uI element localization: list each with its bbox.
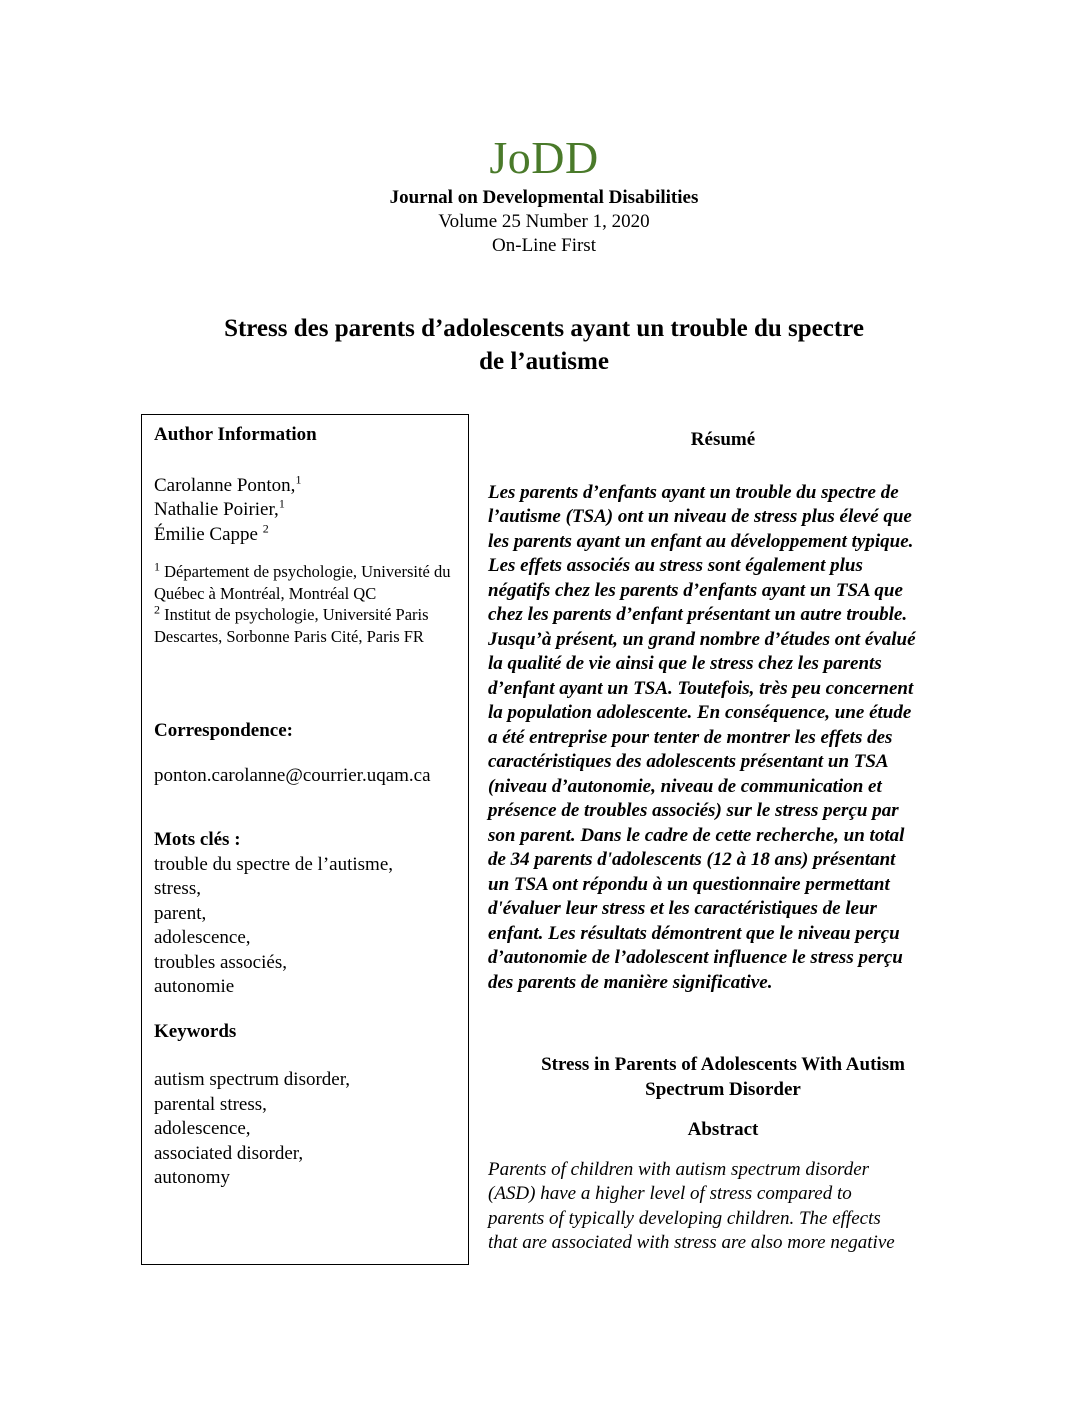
resume-line: d’autonomie de l’adolescent influence le stress perçu <box>488 947 903 968</box>
abstract-line: that are associated with stress are also more negative <box>488 1232 895 1253</box>
resume-line: enfant. Les résultats démontrent que le niveau perçu <box>488 922 900 944</box>
resume-line: (niveau d’autonomie, niveau de communication et <box>488 775 882 797</box>
resume-line: négatifs chez les parents d’enfants ayant un TSA que <box>488 579 903 601</box>
resume-line: a été entreprise pour tenter de montrer les effets des <box>488 726 893 748</box>
mot-cle: trouble du spectre de l’autisme, <box>154 853 394 875</box>
keyword: associated disorder, <box>154 1142 304 1164</box>
keywords-list <box>154 1068 456 1191</box>
mot-cle: stress, <box>154 878 201 899</box>
article-title-line: Stress des parents d’adolescents ayant un trouble du spectre <box>224 315 864 342</box>
resume-line: l’autisme (TSA) ont un niveau de stress plus élevé que <box>488 506 912 527</box>
english-title <box>488 1053 958 1102</box>
affiliation-list <box>154 561 456 647</box>
resume-line: d'évaluer leur stress et les caractéristiques de leur <box>488 898 877 919</box>
english-title-line: Spectrum Disorder <box>645 1078 801 1100</box>
resume-line: Les parents d’enfants ayant un trouble du spectre de <box>488 481 899 503</box>
abstract-line: parents of typically developing children. The effects <box>488 1207 881 1229</box>
article-title <box>150 312 938 378</box>
journal-logo: JoDD <box>489 132 599 183</box>
english-title-line: Stress in Parents of Adolescents With Autism <box>541 1054 905 1075</box>
mot-cle: troubles associés, <box>154 951 287 973</box>
resume-line: caractéristiques des adolescents présentant un TSA <box>488 751 889 772</box>
resume-line: d’enfant ayant un TSA. Toutefois, très peu concernent <box>488 677 914 699</box>
resume-line: chez les parents d’enfant présentant un autre trouble. <box>488 604 908 625</box>
article-title-line: de l’autisme <box>479 348 609 375</box>
affiliation: $^2$ Institut de psychologie, Université Paris Descartes, Sorbonne Paris Cité, Paris FR <box>154 602 429 646</box>
resume-text <box>488 481 958 996</box>
mot-cle: autonomie <box>154 976 235 997</box>
mots-cles-list <box>154 853 456 1000</box>
mot-cle: parent, <box>154 902 207 924</box>
keyword: autonomy <box>154 1167 230 1188</box>
correspondence-heading: Correspondence: <box>154 720 293 741</box>
keyword: adolescence, <box>154 1118 251 1139</box>
correspondence-email: ponton.carolanne@courrier.uqam.ca <box>154 764 431 786</box>
resume-line: son parent. Dans le cadre de cette recherche, un total <box>488 824 905 846</box>
resume-heading: Résumé <box>690 429 756 450</box>
author-info-box <box>141 414 469 1265</box>
resume-line: des parents de manière significative. <box>488 971 773 993</box>
keywords-heading: Keywords <box>154 1020 237 1042</box>
affiliation: $^1$ Département de psychologie, Université du Québec à Montréal, Montréal QC <box>154 559 451 603</box>
issue-info: Volume 25 Number 1, 2020 <box>438 211 650 232</box>
resume-line: la population adolescente. En conséquence, une étude <box>488 702 912 723</box>
resume-line: un TSA ont répondu à un questionnaire permettant <box>488 873 890 895</box>
journal-name: Journal on Developmental Disabilities <box>389 187 699 208</box>
author-name: Carolanne Ponton,$^1$ <box>154 472 302 496</box>
author-name: Émilie Cappe $^2$ <box>154 521 269 545</box>
author-name: Nathalie Poirier,$^1$ <box>154 496 285 520</box>
online-first-label: On-Line First <box>492 235 596 256</box>
mot-cle: adolescence, <box>154 927 251 948</box>
abstract-line: Parents of children with autism spectrum disorder <box>488 1158 870 1180</box>
resume-line: présence de troubles associés) sur le stress perçu par <box>488 800 899 821</box>
abstract-heading: Abstract <box>687 1119 759 1140</box>
author-info-heading: Author Information <box>154 424 317 445</box>
keyword: autism spectrum disorder, <box>154 1069 351 1090</box>
journal-header <box>0 132 1088 258</box>
abstract-line: (ASD) have a higher level of stress compared to <box>488 1183 852 1204</box>
keyword: parental stress, <box>154 1093 267 1115</box>
resume-line: Les effets associés au stress sont également plus <box>488 555 863 576</box>
main-column <box>488 428 958 1256</box>
author-list <box>154 474 456 548</box>
mots-cles-heading: Mots clés : <box>154 829 241 850</box>
resume-line: les parents ayant un enfant au développement typique. <box>488 530 914 552</box>
resume-line: la qualité de vie ainsi que le stress chez les parents <box>488 653 882 674</box>
resume-line: de 34 parents d'adolescents (12 à 18 ans) présentant <box>488 849 896 870</box>
resume-line: Jusqu’à présent, un grand nombre d’études ont évalué <box>488 628 916 650</box>
abstract-text <box>488 1158 958 1256</box>
